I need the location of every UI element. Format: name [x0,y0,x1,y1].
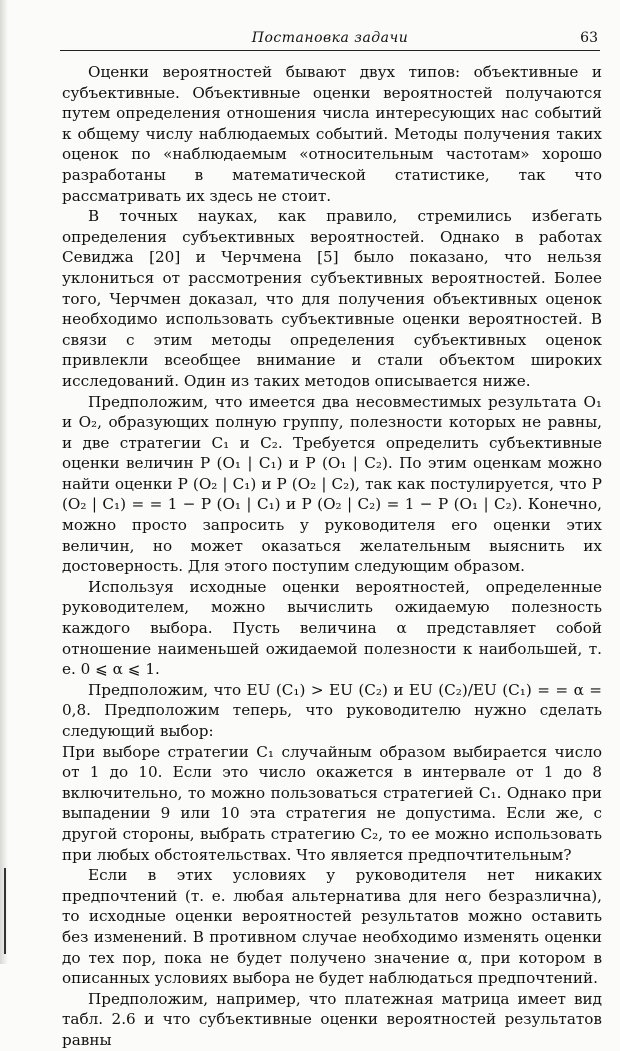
page-body [62,62,602,1051]
page-number: 63 [580,30,598,46]
quoted-choice: При выборе стратегии C₁ случайным образом выбирается число от 1 до 10. Если это число окажется в интервале от 1 до 8 включительно, то можно пользоваться стратегией C₁. Однако при выпадении 9 или 10 эта стратегия не допустима. Если же, с другой стороны, выбрать стратегию C₂, то ее можно использовать при любых обстоятельствах. Что является предпочтительным? [62,742,602,864]
paragraph-expected-utility: Используя исходные оценки вероятностей, определенные руководителем, можно вычислить ожидаемую полезность каждого выбора. Пусть величина α представляет собой отношение наименьшей ожидаемой полезности к наибольшей, т. е. 0 ⩽ α ⩽ 1. [62,577,602,679]
paragraph-payoff-matrix: Предположим, например, что платежная матрица имеет вид табл. 2.6 и что субъективные оценки вероятностей результатов равны [62,989,602,1049]
paragraph-probability-types: Оценки вероятностей бывают двух типов: объективные и субъективные. Объективные оценки вероятностей получаются путем определения отношения числа интересующих нас событий к общему числу наблюдаемых событий. Методы получения таких оценок по «наблюдаемым «относительным частотам» хорошо разработаны в математической статистике, так что рассматривать их здесь не стоит. [62,63,602,205]
paragraph-subjective-probabilities: В точных науках, как правило, стремились избегать определения субъективных вероятностей. Однако в работах Севиджа [20] и Черчмена [5] было показано, что нельзя уклониться от рассмотрения субъективных вероятностей. Более того, Черчмен доказал, что для получения объективных оценок необходимо использовать субъективные оценки вероятностей. В связи с этим методы определения субъективных оценок привлекли всеобщее внимание и стали объектом широких исследований. Один из таких методов описывается ниже. [62,207,602,390]
paragraph-no-preference: Если в этих условиях у руководителя нет никаких предпочтений (т. е. любая альтернатива для него безразлична), то исходные оценки вероятностей результатов можно оставить без изменений. В противном случае необходимо изменять оценки до тех пор, пока не будет получено значение α, при котором в описанных условиях выбора не будет наблюдаться предпочтений. [62,866,602,988]
scan-mark [4,868,6,954]
running-title: Постановка задачи [251,30,409,46]
paragraph-two-outcomes: Предположим, что имеется два несовместимых результата O₁ и O₂, образующих полную группу, полезности которых не равны, и две стратегии C₁ и C₂. Требуется определить субъективные оценки величин P (O₁ | C₁) и P (O₁ | C₂). По этим оценкам можно найти оценки P (O₂ | C₁) и P (O₂ | C₂), так как постулируется, что P (O₂ | C₁) = = 1 − P (O₁ | C₁) и P (O₂ | C₂) = 1 − P (O₁ | C₂). Конечно, можно просто запросить у руководителя его оценки этих величин, но может оказаться желательным выяснить их достоверность. Для этого поступим следующим образом. [62,392,602,576]
paragraph-choice-setup: Предположим, что EU (C₁) > EU (C₂) и EU (C₂)/EU (C₁) = = α = 0,8. Предположим теперь, что руководителю нужно сделать следующий выбор: [62,680,602,740]
page-header [60,30,600,51]
scan-edge-shadow [0,0,8,964]
